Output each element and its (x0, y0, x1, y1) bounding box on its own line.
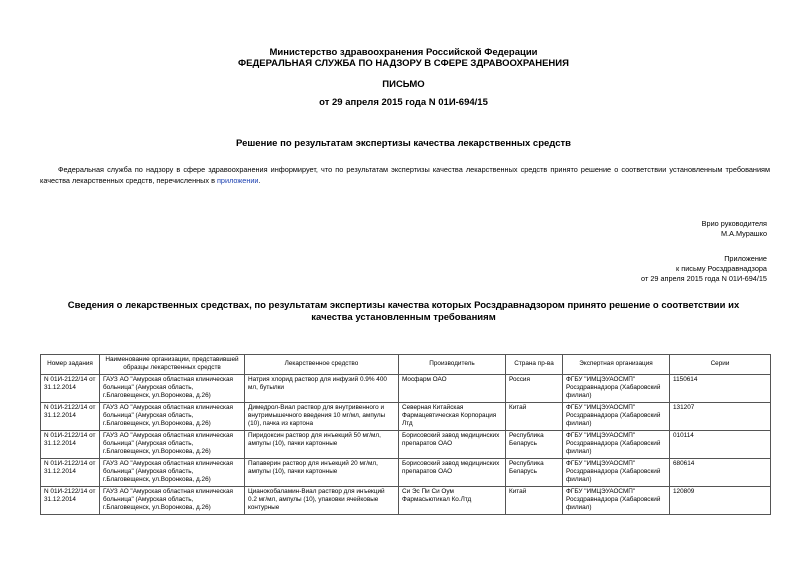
cell-task-number: N 01И-2122/14 от 31.12.2014 (41, 430, 100, 458)
cell-medicine: Папаверин раствор для инъекций 20 мг/мл, ампулы (10), пачки картонные (245, 458, 399, 486)
ministry-name: Министерство здравоохранения Российской Федерации (269, 47, 538, 58)
cell-medicine: Натрия хлорид раствор для инфузий 0.9% 400 мл, бутылки (245, 374, 399, 402)
cell-manufacturer: Борисовский завод медицинских препаратов ОАО (399, 430, 506, 458)
header-country: Страна пр-ва (506, 355, 563, 375)
header-task-number: Номер задания (41, 355, 100, 375)
cell-series: 680614 (670, 458, 771, 486)
header-series: Серии (670, 355, 771, 375)
cell-country: Республика Беларусь (506, 458, 563, 486)
cell-manufacturer: Мосфарм ОАО (399, 374, 506, 402)
signature-name: М.А.Мурашко (720, 229, 767, 238)
cell-series: 131207 (670, 402, 771, 430)
body-end: . (258, 175, 261, 185)
cell-series: 010114 (670, 430, 771, 458)
cell-medicine: Цианокобаламин-Виал раствор для инъекций 0.2 мг/мл, ампулы (10), упаковки ячейковые контурные (245, 486, 399, 514)
cell-manufacturer: Северная Китайская Фармацевтическая Корпорация Лтд (399, 402, 506, 430)
cell-organization: ГАУЗ АО "Амурская областная клиническая больница" (Амурская область, г.Благовещенск, ул.Воронкова, д.26) (100, 402, 245, 430)
cell-country: Китай (506, 402, 563, 430)
table-row (41, 486, 771, 514)
cell-series: 1150614 (670, 374, 771, 402)
appendix-link[interactable]: приложении (216, 175, 259, 185)
table-header-row (41, 355, 771, 375)
cell-expert-org: ФГБУ "ИМЦЭУАОСМП" Росздравнадзора (Хабаровский филиал) (563, 458, 670, 486)
cell-organization: ГАУЗ АО "Амурская областная клиническая больница" (Амурская область, г.Благовещенск, ул.Воронкова, д.26) (100, 374, 245, 402)
table-row (41, 430, 771, 458)
cell-organization: ГАУЗ АО "Амурская областная клиническая больница" (Амурская область, г.Благовещенск, ул.Воронкова, д.26) (100, 430, 245, 458)
medicines-table (40, 354, 771, 515)
cell-expert-org: ФГБУ "ИМЦЭУАОСМП" Росздравнадзора (Хабаровский филиал) (563, 402, 670, 430)
cell-expert-org: ФГБУ "ИМЦЭУАОСМП" Росздравнадзора (Хабаровский филиал) (563, 430, 670, 458)
cell-manufacturer: Си Эс Пи Си Оум Фармасьютикал Ко.Лтд (399, 486, 506, 514)
cell-expert-org: ФГБУ "ИМЦЭУАОСМП" Росздравнадзора (Хабаровский филиал) (563, 374, 670, 402)
body-text: Федеральная служба по надзору в сфере здравоохранения информирует, что по результатам экспертизы качества лекарственных средств принято решение о соответствии установленным требованиям качества лекарственных средств, перечисленных в (40, 165, 770, 185)
header-expert-org: Экспертная организация (563, 355, 670, 375)
cell-task-number: N 01И-2122/14 от 31.12.2014 (41, 486, 100, 514)
table-row (41, 374, 771, 402)
cell-manufacturer: Борисовский завод медицинских препаратов ОАО (399, 458, 506, 486)
document-date-number: от 29 апреля 2015 года N 01И-694/15 (319, 97, 488, 108)
signature-position: Врио руководителя (701, 219, 767, 228)
header-medicine: Лекарственное средство (245, 355, 399, 375)
cell-task-number: N 01И-2122/14 от 31.12.2014 (41, 458, 100, 486)
cell-country: Китай (506, 486, 563, 514)
table-row (41, 458, 771, 486)
cell-series: 120809 (670, 486, 771, 514)
service-name: ФЕДЕРАЛЬНАЯ СЛУЖБА ПО НАДЗОРУ В СФЕРЕ ЗДРАВООХРАНЕНИЯ (238, 58, 569, 69)
info-title: Сведения о лекарственных средствах, по результатам экспертизы качества которых Росздравнадзором принято решение о соответствии их качества установленным требованиям (67, 300, 740, 323)
cell-expert-org: ФГБУ "ИМЦЭУАОСМП" Росздравнадзора (Хабаровский филиал) (563, 486, 670, 514)
cell-task-number: N 01И-2122/14 от 31.12.2014 (41, 374, 100, 402)
body-paragraph (40, 165, 770, 186)
cell-country: Республика Беларусь (506, 430, 563, 458)
cell-medicine: Пиридоксин раствор для инъекций 50 мг/мл, ампулы (10), пачки картонные (245, 430, 399, 458)
cell-medicine: Димедрол-Виал раствор для внутривенного и внутримышечного введения 10 мг/мл, ампулы (10), пачка из картона (245, 402, 399, 430)
header-organization: Наименование организации, представившей образцы лекарственных средств (100, 355, 245, 375)
cell-organization: ГАУЗ АО "Амурская областная клиническая больница" (Амурская область, г.Благовещенск, ул.Воронкова, д.26) (100, 486, 245, 514)
appendix-ref: от 29 апреля 2015 года N 01И-694/15 (641, 274, 767, 283)
appendix-to: к письму Росздравнадзора (676, 264, 767, 273)
table-row (41, 402, 771, 430)
document-subject: Решение по результатам экспертизы качества лекарственных средств (236, 138, 571, 149)
appendix-label: Приложение (724, 254, 767, 263)
cell-organization: ГАУЗ АО "Амурская областная клиническая больница" (Амурская область, г.Благовещенск, ул.Воронкова, д.26) (100, 458, 245, 486)
header-manufacturer: Производитель (399, 355, 506, 375)
document-type: ПИСЬМО (382, 79, 425, 90)
cell-country: Россия (506, 374, 563, 402)
cell-task-number: N 01И-2122/14 от 31.12.2014 (41, 402, 100, 430)
